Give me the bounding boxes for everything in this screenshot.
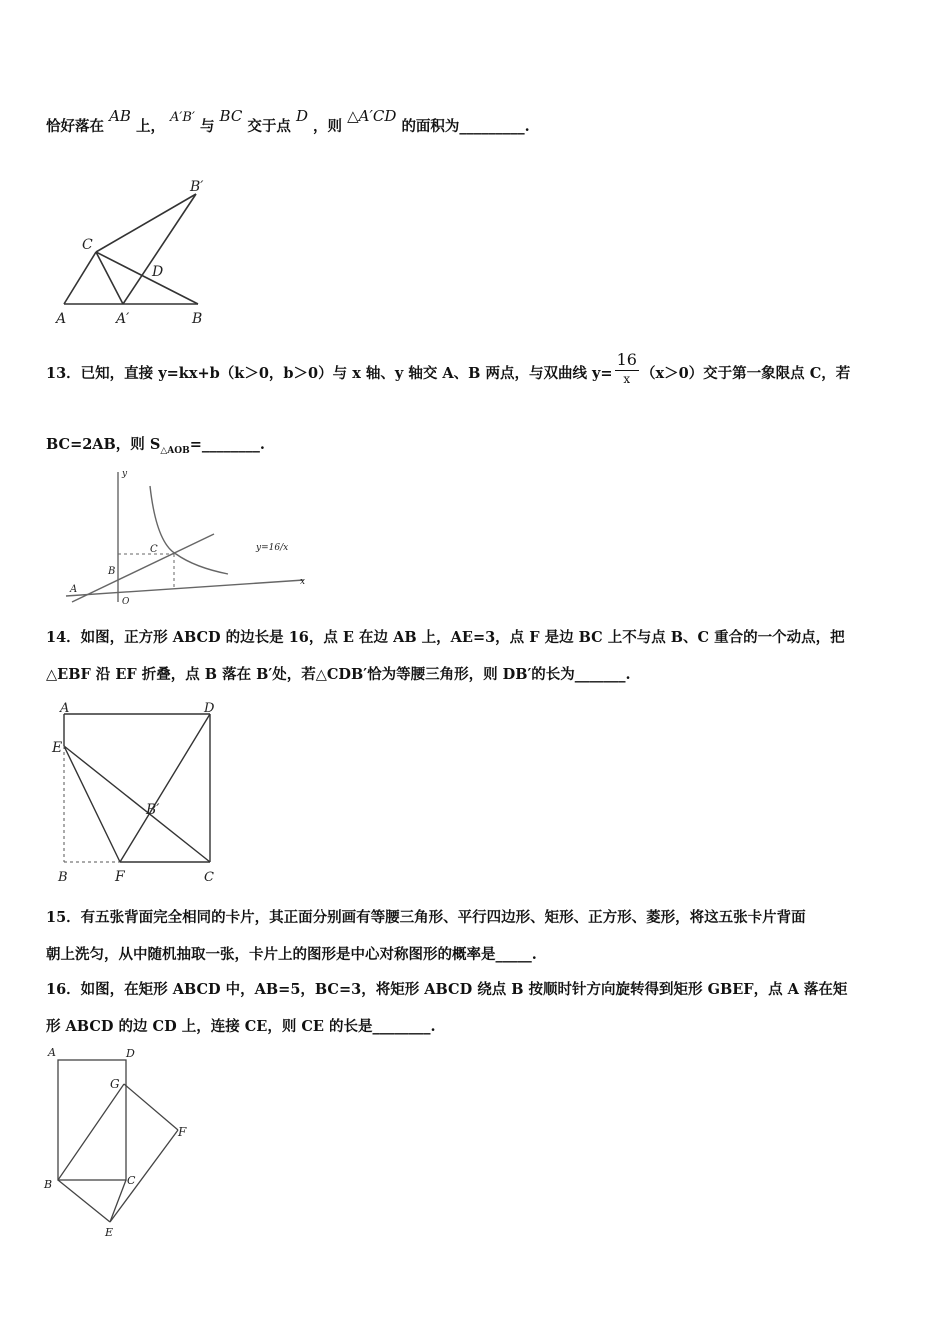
q12-intersect: 交于点 [247, 118, 291, 135]
q12-triangle: △A′CD [347, 107, 397, 125]
fig16-label-f: F [178, 1125, 187, 1139]
q13-frac-den: x [623, 371, 631, 386]
q13-fraction [615, 350, 639, 387]
q13-line1 [46, 344, 850, 404]
q12-and: 与 [199, 118, 215, 135]
fig13-label-y: y [122, 469, 128, 479]
fig12-label-d: D [152, 264, 164, 280]
figure-13 [62, 462, 324, 610]
fig13-label-c: C [150, 544, 158, 555]
q13-line2-sub: △AOB [160, 445, 190, 456]
q14-line2: △EBF 沿 EF 折叠，点 B 落在 B′处，若△CDB′恰为等腰三角形，则 DB′的长为_______. [46, 666, 631, 683]
fig14-label-c: C [204, 870, 214, 885]
q16-line2: 形 ABCD 的边 CD 上，连接 CE，则 CE 的长是________. [46, 1018, 436, 1035]
q13-line2-post: =________. [189, 436, 265, 453]
fig14-label-b-prime: B′ [146, 802, 160, 818]
fig12-label-a-prime: A′ [116, 311, 130, 327]
fig16-label-a: A [48, 1046, 56, 1059]
fig14-label-e: E [52, 740, 63, 756]
fig13-label-b: B [108, 566, 116, 577]
figure-16 [40, 1044, 200, 1242]
fig14-label-a: A [60, 701, 70, 716]
q12-text [46, 107, 530, 136]
figure-14 [48, 698, 228, 888]
q13-line1-pre: 13．已知，直接 y=kx+b（k＞0，b＞0）与 x 轴、y 轴交 A、B 两点，与双曲线 y= [46, 365, 613, 382]
fig16-label-e: E [105, 1226, 114, 1239]
fig16-label-d: D [126, 1047, 135, 1060]
fig12-label-c: C [82, 237, 93, 253]
q14-line1: 14．如图，正方形 ABCD 的边长是 16，点 E 在边 AB 上，AE=3，点 F 是边 BC 上不与点 B、C 重合的一个动点，把 [46, 629, 845, 646]
fig12-label-a: A [56, 311, 67, 327]
q13-frac-num: 16 [616, 349, 637, 369]
q12-comma: 上， [135, 118, 165, 135]
q13-line2 [46, 433, 265, 456]
q12-pre: 恰好落在 [46, 118, 104, 135]
fig16-label-g: G [110, 1077, 120, 1091]
q12-bc: BC [219, 107, 243, 125]
fig13-label-x: x [300, 577, 306, 587]
q13-line2-pre: BC=2AB，则 S [46, 436, 161, 453]
fig13-label-a: A [70, 584, 78, 595]
fig13-label-o: O [122, 597, 130, 607]
figure-12 [50, 172, 220, 332]
q16-line1: 16．如图，在矩形 ABCD 中，AB=5，BC=3，将矩形 ABCD 绕点 B 按顺时针方向旋转得到矩形 GBEF，点 A 落在矩 [46, 981, 848, 998]
q12-apbp: A′B′ [170, 110, 195, 125]
q15-line1: 15．有五张背面完全相同的卡片，其正面分别画有等腰三角形、平行四边形、矩形、正方形、菱形，将这五张卡片背面 [46, 909, 806, 926]
q12-tail: 的面积为_________. [401, 118, 530, 135]
fig14-label-f: F [115, 869, 125, 885]
q13-line1-post: （x＞0）交于第一象限点 C，若 [640, 365, 851, 382]
fig16-label-b: B [44, 1178, 53, 1191]
fig12-label-b-prime: B′ [190, 179, 204, 195]
fig16-label-c: C [127, 1174, 136, 1187]
fig13-curve-label: y=16/x [256, 543, 289, 553]
fig14-label-d: D [204, 701, 215, 716]
q12-d: D [295, 107, 308, 125]
q15-line2: 朝上洗匀，从中随机抽取一张，卡片上的图形是中心对称图形的概率是_____. [46, 946, 537, 963]
q12-ab: AB [109, 107, 131, 125]
q12-then: ，则 [313, 118, 343, 135]
fig14-label-b: B [58, 870, 68, 885]
fig12-label-b: B [192, 311, 203, 327]
